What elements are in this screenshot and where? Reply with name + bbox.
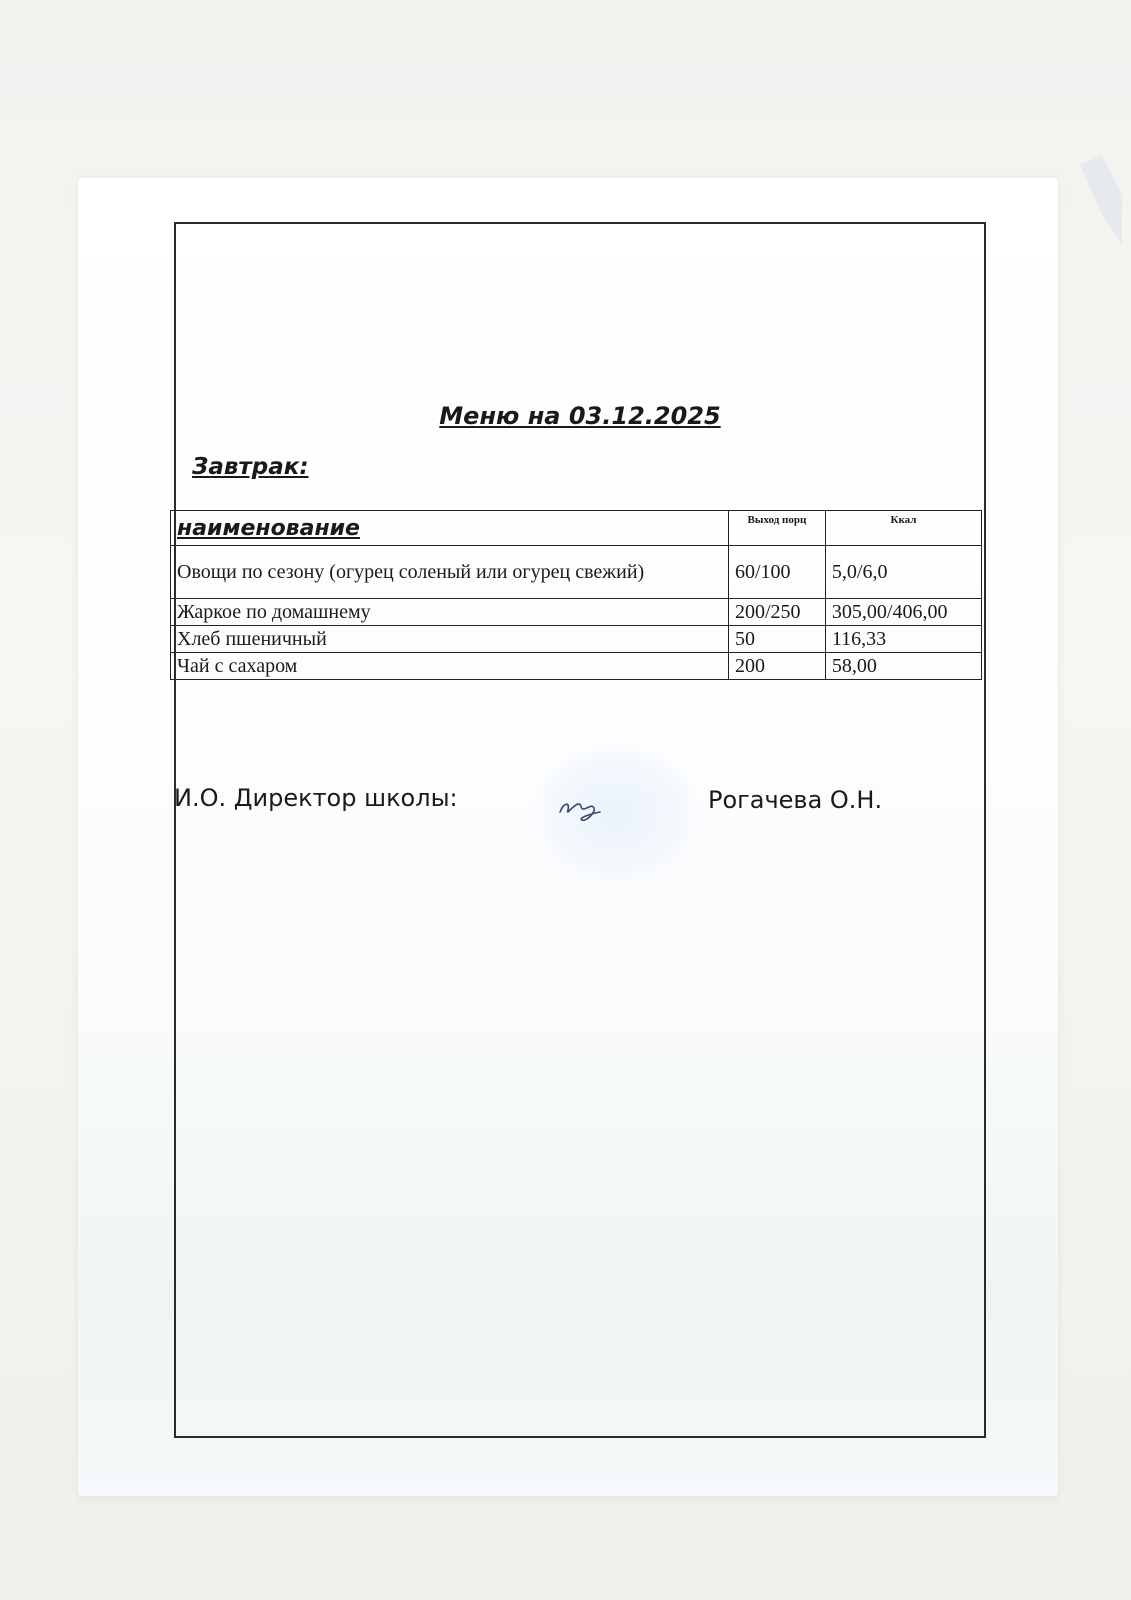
table-row (171, 626, 982, 653)
header-kcal: Ккал (825, 511, 981, 546)
background-object (1072, 155, 1122, 245)
table-row (171, 599, 982, 626)
dish-kcal: 116,33 (825, 626, 981, 653)
signature-label: И.О. Директор школы: (174, 784, 458, 812)
signatory-name: Рогачева О.Н. (708, 786, 883, 814)
menu-table (170, 510, 982, 680)
dish-kcal: 305,00/406,00 (825, 599, 981, 626)
handwritten-signature (556, 792, 606, 828)
dish-kcal: 58,00 (825, 653, 981, 680)
table-header-row (171, 511, 982, 546)
dish-name: Овощи по сезону (огурец соленый или огурец свежий) (171, 546, 729, 599)
dish-portion: 200/250 (729, 599, 826, 626)
header-portion: Выход порц (729, 511, 826, 546)
paper-sheet (78, 178, 1058, 1496)
dish-kcal: 5,0/6,0 (825, 546, 981, 599)
dish-portion: 50 (729, 626, 826, 653)
dish-portion: 200 (729, 653, 826, 680)
dish-name: Хлеб пшеничный (171, 626, 729, 653)
table-row (171, 653, 982, 680)
page-frame (174, 222, 986, 1438)
header-name: наименование (171, 511, 729, 546)
table-row (171, 546, 982, 599)
dish-portion: 60/100 (729, 546, 826, 599)
dish-name: Чай с сахаром (171, 653, 729, 680)
section-title-breakfast: Завтрак: (192, 454, 309, 480)
dish-name: Жаркое по домашнему (171, 599, 729, 626)
page-title: Меню на 03.12.2025 (439, 402, 721, 430)
